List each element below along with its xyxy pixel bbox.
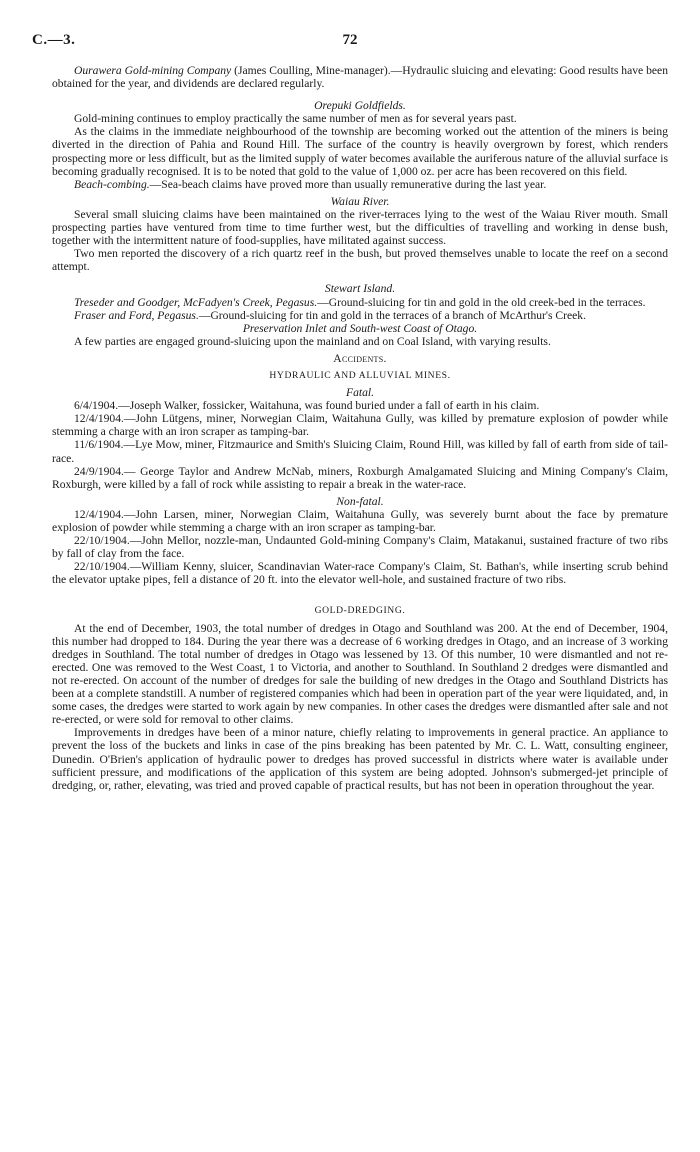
heading-orepuki-goldfields: Orepuki Goldfields.	[314, 99, 406, 113]
paragraph-fraser	[52, 309, 668, 322]
fraser-title: Fraser and Ford, Pegasus.	[74, 308, 199, 322]
paragraph-waiau-1: Several small sluicing claims have been maintained on the river-terraces lying to the west of the Waiau River mouth. Small prospecting parties have ventured from time to time further west, but the difficulties of travelling and working in dense bush, together with the intermittent nature of food-supplies, have militated against success.	[52, 207, 668, 248]
page-number: 72	[342, 32, 358, 48]
paragraph-preservation: A few parties are engaged ground-sluicing upon the mainland and on Coal Island, with varying results.	[74, 334, 551, 348]
paragraph-orepuki-1: Gold-mining continues to employ practically the same number of men as for several years past.	[74, 112, 517, 126]
beach-combing-title: Beach-combing.	[74, 177, 150, 191]
beach-combing-text: —Sea-beach claims have proved more than usually remunerative during the last year.	[149, 177, 547, 191]
paragraph-dredging-2: Improvements in dredges have been of a minor nature, chiefly relating to improvements in general practice. An appliance to prevent the loss of the buckets and links in case of the pins breaking has been patented by Mr. C. L. Watt, consulting engineer, Dunedin. O'Brien's application of hydraulic power to dredges has proved successful in districts where water is available under sufficient pressure, and modifications of the application of this system are being adopted. Johnson's submerged-jet principle of dredging, or, rather, elevating, was tried and proved capable of practical results, but has not been in operation throughout the year.	[52, 726, 668, 792]
accident-fatal-1: 6/4/1904.—Joseph Walker, fossicker, Waitahuna, was found buried under a fall of earth in his claim.	[74, 399, 540, 413]
paragraph-ourawera	[52, 64, 668, 90]
heading-gold-dredging: GOLD-DREDGING.	[314, 605, 406, 617]
treseder-text: —Ground-sluicing for tin and gold in the old creek-bed in the terraces.	[317, 295, 646, 309]
paragraph-dredging-1: At the end of December, 1903, the total number of dredges in Otago and Southland was 200. At the end of December, 1904, this number had dropped to 184. During the year there was a decrease of 6 working dredges in Otago, and an increase of 3 working dredges in Southland. The total number of dredges in Otago was lessened by 13. Of this number, 10 were dismantled and not re-erected. One was removed to the West Coast, 1 to Victoria, and another to Southland. In Southland 2 dredges were dismantled and not re-erected. On account of the number of dredges for sale the building of new dredges in the Otago and Southland Districts has been at a complete standstill. A number of registered companies which had been in operation part of the year were liquidated, and, in some cases, the dredges were started to work again by new companies. In other cases the dredges were dismantled after sale and not re-erected, or were sold for removal to other claims.	[52, 621, 668, 727]
accident-fatal-4: 24/9/1904.— George Taylor and Andrew McNab, miners, Roxburgh Amalgamated Sluicing and Mining Company's Claim, Roxburgh, were killed by a fall of rock while assisting to repair a break in the water-race.	[52, 464, 668, 491]
document-body	[52, 64, 668, 792]
heading-hydraulic-alluvial-mines: HYDRAULIC AND ALLUVIAL MINES.	[269, 369, 451, 381]
treseder-title: Treseder and Goodger, McFadyen's Creek, Pegasus.	[74, 295, 318, 309]
company-name-ourawera: Ourawera Gold-mining Company	[74, 64, 232, 77]
paragraph-beach-combing	[52, 178, 668, 191]
heading-preservation-inlet: Preservation Inlet and South-west Coast of Otago.	[242, 321, 478, 335]
accident-nonfatal-2: 22/10/1904.—John Mellor, nozzle-man, Undaunted Gold-mining Company's Claim, Matakanui, sustained fracture of two ribs by fall of clay from the face.	[52, 534, 668, 561]
accident-fatal-3: 11/6/1904.—Lye Mow, miner, Fitzmaurice and Smith's Sluicing Claim, Round Hill, was killed by fall of earth from side of tail-race.	[52, 438, 668, 465]
heading-accidents: Accidents.	[333, 351, 387, 365]
heading-fatal: Fatal.	[345, 386, 375, 400]
accident-nonfatal-3: 22/10/1904.—William Kenny, sluicer, Scandinavian Water-race Company's Claim, St. Bathan's, while inserting scrub behind the elevator uptake pipes, fell a distance of 20 ft. into the elevator well-hole, and sustained fracture of two ribs.	[52, 560, 668, 587]
paragraph-orepuki-2: As the claims in the immediate neighbourhood of the township are becoming worked out the attention of the miners is being diverted in the direction of Pahia and Round Hill. The surface of the country is heavily overgrown by forest, which renders prospecting more or less difficult, but as the limited supply of water becomes available the auriferous nature of the alluvial surface is becoming gradually recognised. It is to be noted that gold to the value of 1,000 oz. per acre has been recovered on this field.	[52, 125, 668, 178]
accident-nonfatal-1: 12/4/1904.—John Larsen, miner, Norwegian Claim, Waitahuna Gully, was severely burnt about the face by premature explosion of powder while stemming a charge with an iron scraper as tamping-bar.	[52, 507, 668, 534]
paragraph-treseder	[52, 296, 668, 309]
heading-stewart-island: Stewart Island.	[324, 282, 396, 296]
paragraph-ourawera-text: (James Coulling, Mine-manager).—Hydraulic sluicing and elevating: Good results have been obtained for the year, and dividends are declared regularly.	[52, 64, 668, 91]
page-header-section-code: C.—3.	[32, 32, 76, 48]
heading-non-fatal: Non-fatal.	[336, 494, 384, 508]
paragraph-waiau-2: Two men reported the discovery of a rich quartz reef in the bush, but proved themselves unable to locate the reef on a second attempt.	[52, 247, 668, 274]
heading-waiau-river: Waiau River.	[330, 194, 390, 208]
fraser-text: —Ground-sluicing for tin and gold in the terraces of a branch of McArthur's Creek.	[198, 308, 586, 322]
accident-fatal-2: 12/4/1904.—John Lütgens, miner, Norwegian Claim, Waitahuna Gully, was killed by premature explosion of powder while stemming a charge with an iron scraper as tamping-bar.	[52, 412, 668, 439]
